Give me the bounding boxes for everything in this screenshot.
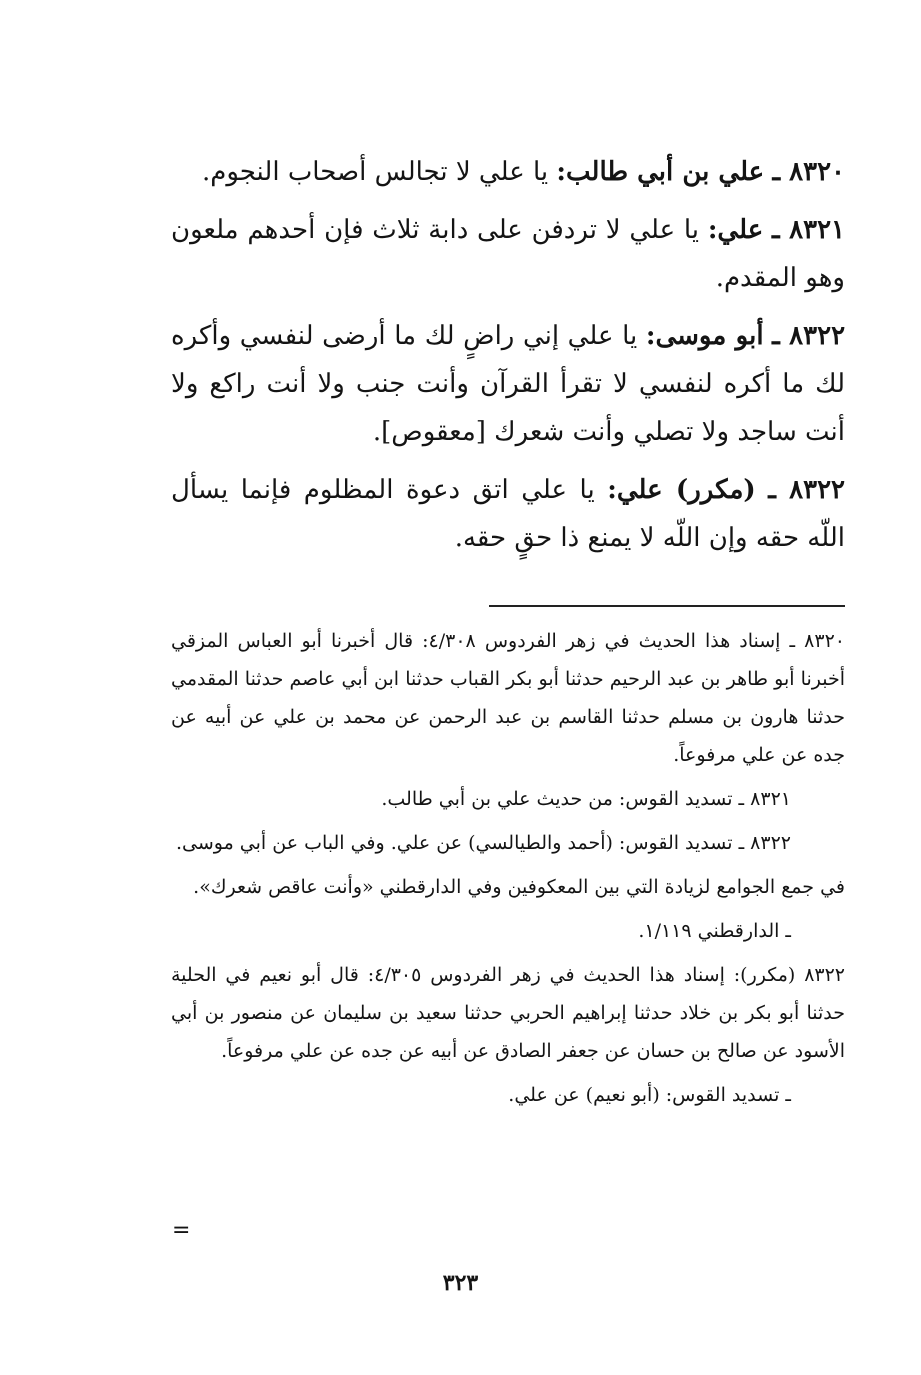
hadith-number: ٨٣٢٢ ـ	[772, 321, 846, 351]
hadith-number: ٨٣٢٠ ـ	[772, 157, 845, 187]
footnote-jam-al-jawami: في جمع الجوامع لزيادة التي بين المعكوفين وفي الدارقطني «وأنت عاقص شعرك».	[193, 876, 845, 898]
footnote-tasdid: ـ تسديد القوس: (أبو نعيم) عن علي.	[508, 1084, 791, 1106]
hadith-number: ٨٣٢١ ـ	[771, 215, 845, 245]
footnote-8322-repeat: ٨٣٢٢ (مكرر): إسناد هذا الحديث في زهر الفردوس ٤/٣٠٥: قال أبو نعيم في الحلية حدثنا أبو بكر بن خلاد حدثنا إبراهيم الحربي حدثنا سعيد بن سليمان عن منصور بن أبي الأسود عن صالح بن حسان عن جعفر الصادق عن أبيه عن جده عن علي مرفوعاً.	[171, 964, 846, 1062]
hadith-narrator: علي بن أبي طالب:	[556, 157, 765, 187]
hadith-narrator: أبو موسى:	[645, 321, 764, 351]
hadith-narrator: (مكرر) علي:	[607, 475, 756, 505]
hadith-narrator: علي:	[707, 215, 764, 245]
hadith-entry-8322	[171, 312, 845, 456]
footnote-8320: ٨٣٢٠ ـ إسناد هذا الحديث في زهر الفردوس ٤/٣٠٨: قال أخبرنا أبو العباس المزقي أخبرنا أبو طاهر بن عبد الرحيم حدثنا أبو بكر القباب حدثنا ابن أبي عاصم حدثنا المقدمي حدثنا هارون بن مسلم حدثنا القاسم بن عبد الرحمن عن محمد بن علي عن أبيه عن جده عن علي مرفوعاً.	[171, 630, 845, 766]
main-text	[171, 148, 845, 572]
hadith-text: يا علي لا تجالس أصحاب النجوم.	[201, 157, 549, 187]
hadith-entry-8321	[171, 206, 845, 302]
hadith-text: يا علي إني راضٍ لك ما أرضى لنفسي وأكره لك ما أكره لنفسي لا تقرأ القرآن وأنت جنب ولا أنت راكع ولا أنت ساجد ولا تصلي وأنت شعرك [معقوص].	[171, 321, 845, 447]
hadith-number: ٨٣٢٢ ـ	[768, 475, 846, 505]
hadith-text: يا علي لا تردفن على دابة ثلاث فإن أحدهم ملعون وهو المقدم.	[171, 215, 845, 293]
continuation-mark: =	[172, 1218, 191, 1243]
hadith-entry-8320	[171, 148, 845, 196]
page-number: ٣٢٣	[442, 1270, 479, 1296]
footnote-8321: ٨٣٢١ ـ تسديد القوس: من حديث علي بن أبي طالب.	[381, 788, 791, 810]
footnote-daraqutni: ـ الدارقطني ١/١١٩.	[638, 920, 791, 942]
footnote-divider	[489, 605, 845, 607]
footnote-8322: ٨٣٢٢ ـ تسديد القوس: (أحمد والطيالسي) عن علي. وفي الباب عن أبي موسى.	[175, 832, 791, 854]
footnotes	[171, 622, 845, 1120]
hadith-text: يا علي اتق دعوة المظلوم فإنما يسأل اللّه حقه وإن اللّه لا يمنع ذا حقٍ حقه.	[171, 475, 845, 553]
hadith-entry-8322-repeat	[171, 466, 845, 562]
